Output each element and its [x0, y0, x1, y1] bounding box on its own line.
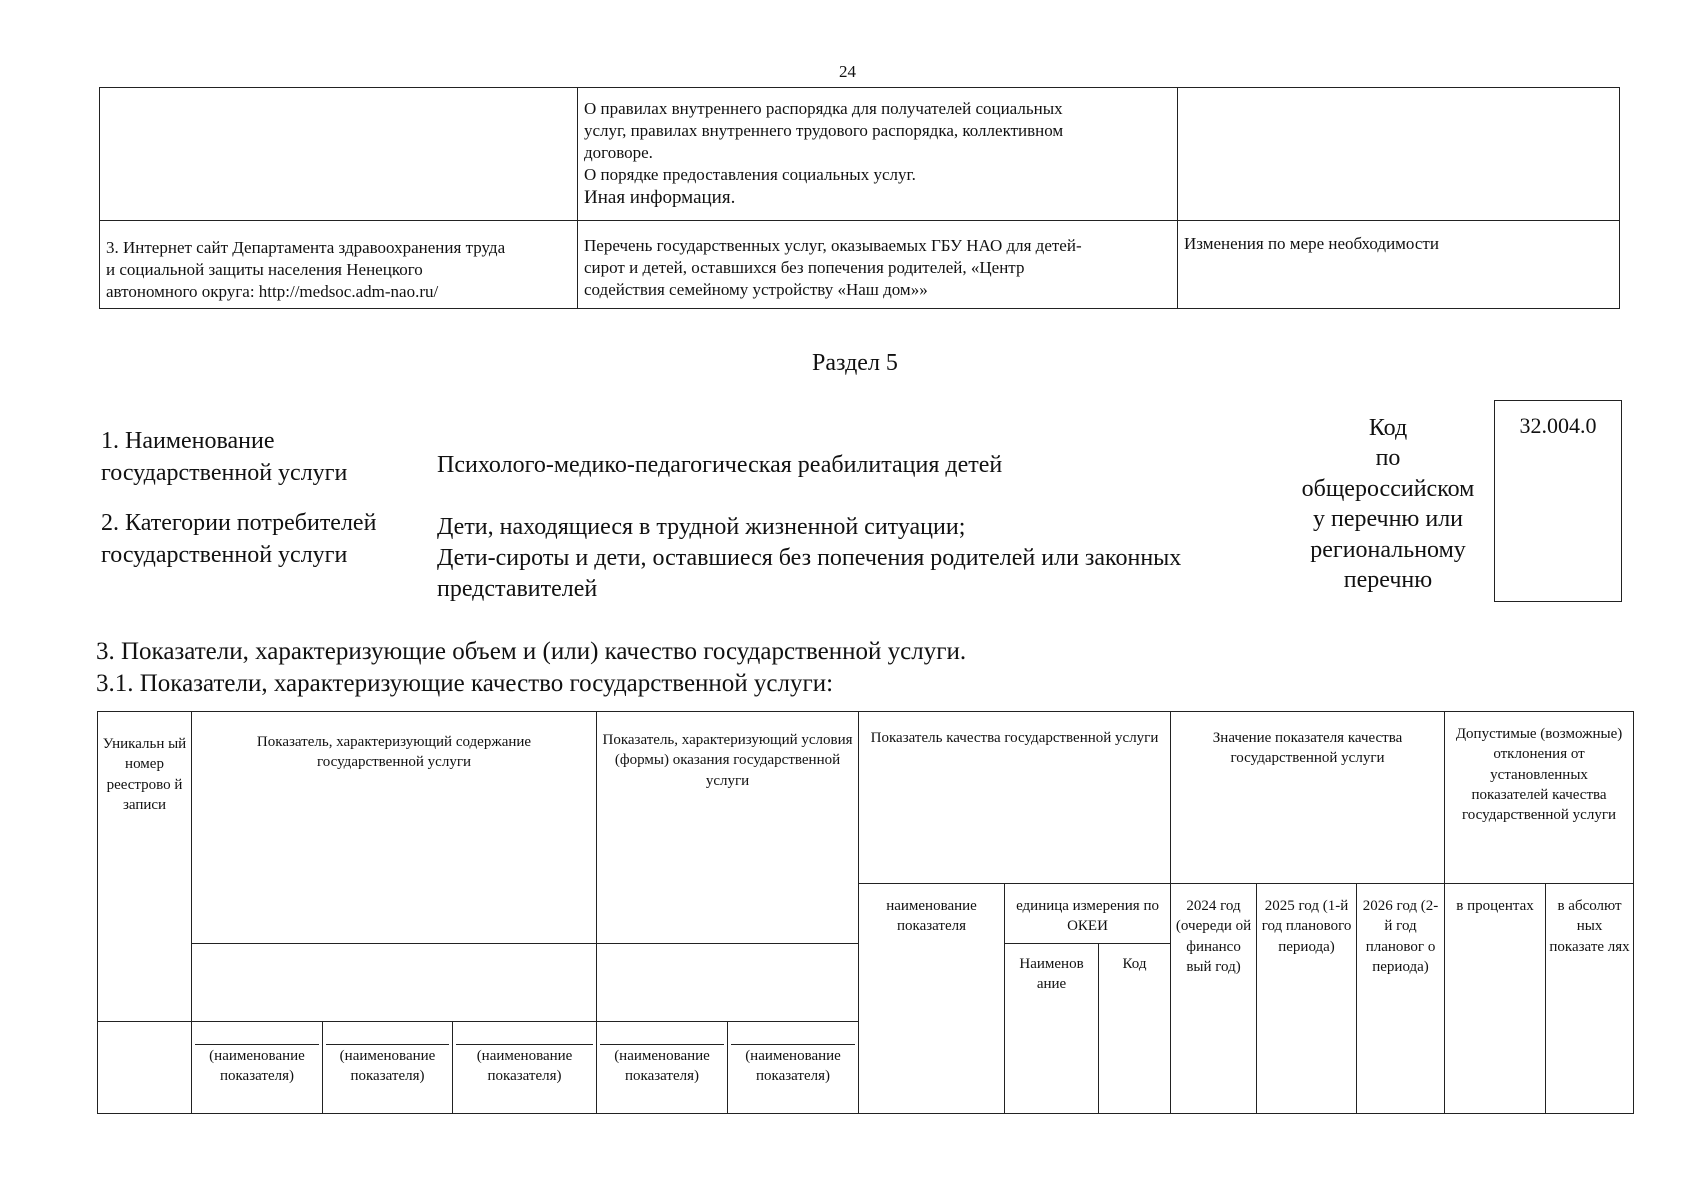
table-row — [100, 88, 1620, 221]
label-line: перечню — [1343, 567, 1433, 594]
text-line: договоре. — [584, 143, 653, 163]
table-cell — [578, 88, 1178, 221]
indicator-value-header: Значение показателя качества государственной услуги — [1171, 712, 1445, 884]
label-line: региональному — [1310, 536, 1466, 563]
service-name-value: Психолого-медико-педагогическая реабилитация детей — [437, 452, 1003, 478]
quality-indicator-header: Показатель качества государственной услуги — [859, 712, 1171, 884]
text-line: Перечень государственных услуг, оказываемых ГБУ НАО для детей- — [584, 236, 1082, 255]
label-line: Код — [1368, 415, 1408, 441]
label-line: государственной услуги — [101, 542, 348, 569]
value-line: Дети-сироты и дети, оставшиеся без попечения родителей или законных — [437, 545, 1182, 572]
percent-header: в процентах — [1445, 884, 1546, 1114]
text-line: сирот и детей, оставшихся без попечения родителей, «Центр — [584, 258, 1025, 278]
unit-name-header: Наименов ание — [1005, 944, 1099, 1114]
unit-code-header: Код — [1099, 944, 1171, 1114]
value-line: Дети, находящиеся в трудной жизненной ситуации; — [437, 514, 966, 540]
conditions-subheader — [728, 1022, 859, 1114]
label-line: по — [1375, 445, 1401, 472]
text-line: О порядке предоставления социальных услуг. — [584, 165, 916, 185]
absolute-header: в абсолют ных показате лях — [1546, 884, 1634, 1114]
label-line: общероссийском — [1301, 475, 1475, 502]
text-line: О правилах внутреннего распорядка для получателей социальных — [584, 99, 1063, 118]
conditions-indicator-header: Показатель, характеризующий условия (формы) оказания государственной услуги — [597, 712, 859, 944]
service-name-label — [101, 425, 347, 490]
indicator-name-header: наименование показателя — [859, 884, 1005, 1114]
conditions-subheader — [597, 1022, 728, 1114]
content-subheader — [323, 1022, 453, 1114]
page-number: 24 — [839, 62, 856, 81]
table-row — [100, 221, 1620, 309]
section-title: Раздел 5 — [812, 350, 898, 376]
unit-header: единица измерения по ОКЕИ — [1005, 884, 1171, 944]
table-header-row — [98, 712, 1634, 884]
label-line: 2. Категории потребителей — [101, 510, 377, 536]
text-line: автономного округа: http://medsoc.adm-nao.ru/ — [106, 282, 439, 302]
subheader-label: (наименование показателя) — [456, 1044, 593, 1087]
quality-indicators-heading: 3.1. Показатели, характеризующие качество государственной услуги: — [96, 670, 834, 697]
information-table — [99, 87, 1620, 309]
content-subheader — [192, 1022, 323, 1114]
subheader-label: (наименование показателя) — [731, 1044, 855, 1087]
quality-indicators-table — [97, 711, 1634, 1114]
text-line: и социальной защиты населения Ненецкого — [106, 260, 423, 280]
year-2025-header: 2025 год (1-й год планового периода) — [1257, 884, 1357, 1114]
content-indicator-spacer — [192, 944, 597, 1022]
deviation-header: Допустимые (возможные) отклонения от установленных показателей качества государственной услуги — [1445, 712, 1634, 884]
text-line: содействия семейному устройству «Наш дом»» — [584, 280, 928, 300]
year-2026-header: 2026 год (2-й год плановог о периода) — [1357, 884, 1445, 1114]
table-cell — [1178, 88, 1620, 221]
text-line: Иная информация. — [584, 187, 736, 209]
label-line: 1. Наименование — [101, 428, 275, 454]
unique-number-header: Уникальн ый номер реестрово й записи — [98, 712, 192, 1022]
subheader-label: (наименование показателя) — [195, 1044, 319, 1087]
table-cell — [578, 221, 1178, 309]
text-line: услуг, правилах внутреннего трудового распорядка, коллективном — [584, 121, 1064, 141]
indicators-heading: 3. Показатели, характеризующие объем и (или) качество государственной услуги. — [96, 638, 967, 665]
value-line: представителей — [437, 576, 598, 603]
year-2024-header: 2024 год (очереди ой финансо вый год) — [1171, 884, 1257, 1114]
consumer-category-value — [437, 512, 1181, 606]
text-line: 3. Интернет сайт Департамента здравоохранения труда — [106, 238, 506, 257]
content-indicator-header: Показатель, характеризующий содержание государственной услуги — [192, 712, 597, 944]
label-line: у перечню или — [1312, 506, 1464, 533]
table-cell — [100, 88, 578, 221]
table-cell — [100, 221, 578, 309]
content-subheader — [453, 1022, 597, 1114]
unique-number-spacer — [98, 1022, 192, 1114]
label-line: государственной услуги — [101, 460, 348, 487]
table-cell: Изменения по мере необходимости — [1178, 221, 1620, 309]
registry-code-label — [1283, 413, 1493, 596]
registry-code-value: 32.004.0 — [1494, 400, 1622, 602]
conditions-indicator-spacer — [597, 944, 859, 1022]
subheader-label: (наименование показателя) — [326, 1044, 449, 1087]
consumer-category-label — [101, 507, 376, 572]
subheader-label: (наименование показателя) — [600, 1044, 724, 1087]
